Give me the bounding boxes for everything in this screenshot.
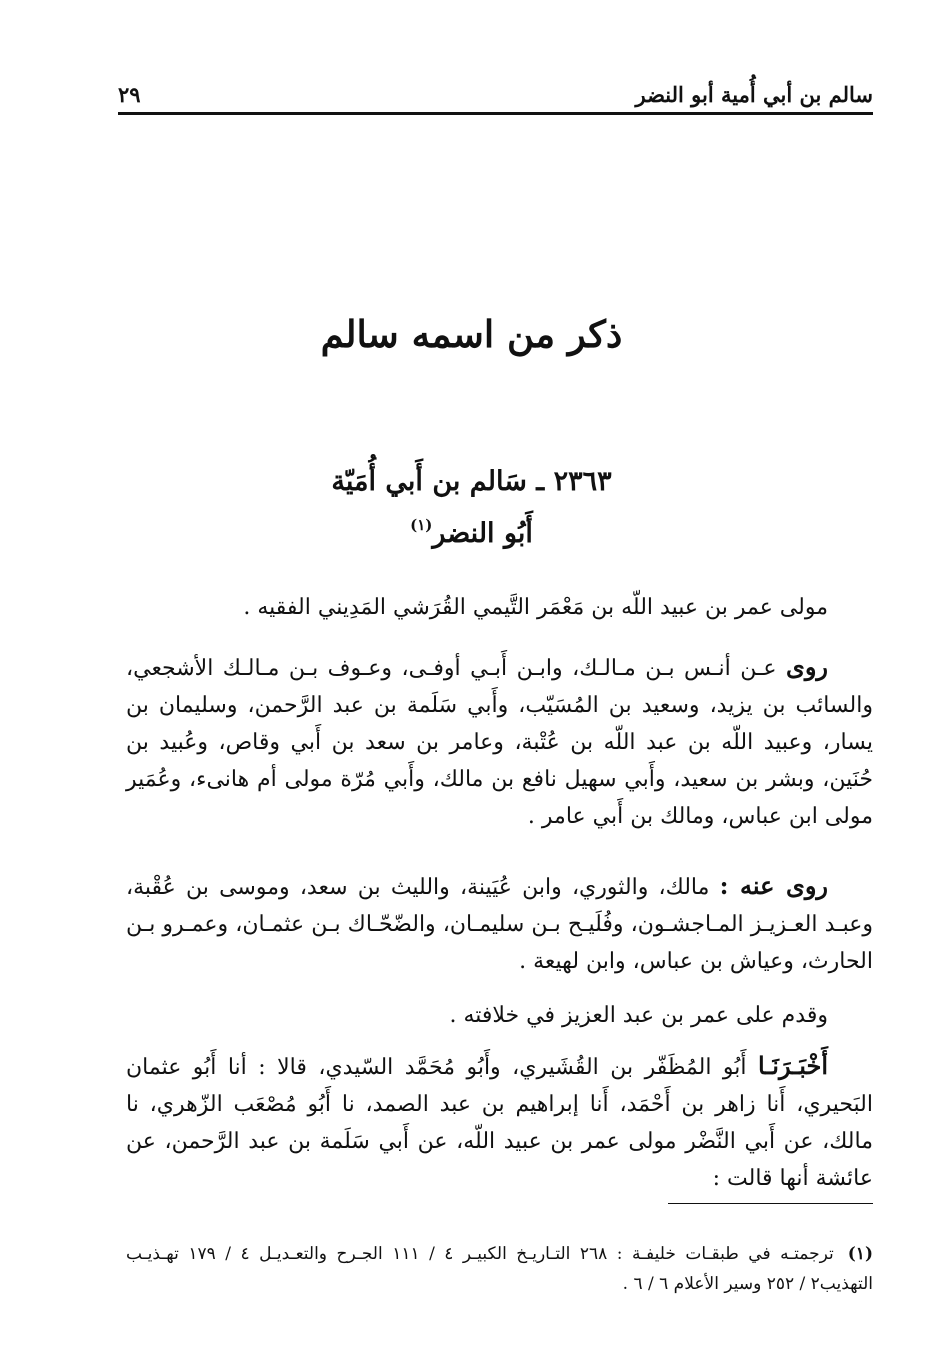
paragraph-narrated-from (126, 648, 873, 835)
paragraph-patronage: مولى عمر بن عبيد اللّه بن مَعْمَر التَّيمي القُرَشي المَدِيني الفقيه . (243, 595, 828, 620)
paragraph-body: مالك، والثوري، وابن عُيَينة، والليث بن سعد، وموسى بن عُقْبة، وعبـد العـزيـز المـاجشـون، وفُلَيـح بـن سليمـان، والضّحّـاك بـن عثمـان، وعمـرو بـن الحارث، وعياش بن عباس، وابن لهيعة . (126, 875, 873, 974)
paragraph-lead: أَخْبَـرَنَـا (757, 1051, 828, 1080)
footnote-reference[interactable]: (١) (410, 516, 433, 534)
header-rule (118, 112, 873, 115)
footnote (126, 1239, 873, 1299)
entry-subtitle (0, 503, 943, 556)
section-title: ذكر من اسمه سالم (320, 312, 623, 356)
paragraph-body: عـن أنـس بـن مـالـك، وابـن أَبـي أوفـى، وعـوف بـن مـالـك الأشجعي، والسائب بن يزيد، وسعيد بن المُسَيّب، وأَبي سَلَمة بن عبد الرَّحمن، وسليمان بن يسار، وعبيد اللّه بن عبد اللّه بن عُتْبة، وعامر بن سعد بن أَبي وقاص، وعُبيد بن حُنَين، وبشر بن سعيد، وأَبي سهيل نافع بن مالك، وأَبي مُرّة مولى أم هانىء، وعُمَير مولى ابن عباس، ومالك بن أَبي عامر . (126, 656, 873, 829)
paragraph-narrated-by (126, 867, 873, 980)
entry-subtitle-text: أَبُو النضر (432, 518, 533, 549)
footnote-text: ترجمتـه في طبقـات خليفـة : ٢٦٨ التـاريـخ الكبيـر ٤ / ١١١ الجـرح والتعـديـل ٤ / ١٧٩ تهـذيـب التهذيب٢ / ٢٥٢ وسير الأعلام ٦ / ٦ . (126, 1244, 873, 1294)
paragraph-lead: روى عنه : (719, 871, 829, 900)
footnote-number: (١) (847, 1244, 873, 1264)
entry-title: ٢٣٦٣ ـ سَالم بن أَبي أُمَيّة (331, 466, 612, 497)
paragraph-visit: وقدم على عمر بن عبد العزيز في خلافته . (449, 1003, 828, 1028)
page-number: ٢٩ (118, 82, 141, 107)
paragraph-body: أَبُو المُظَفّر بن القُشَيري، وأَبُو مُحَمَّد السّيدي، قالا : أنا أَبُو عثمان البَحيري، أَنا زاهر بن أَحْمَد، أَنا إبراهيم بن عبد الصمد، نا أَبُو مُصْعَب الزّهري، نا مالك، عن أَبي النَّضْر مولى عمر بن عبيد اللّه، عن أَبي سَلَمة بن عبد الرَّحمن، عن عائشة أنها قالت : (126, 1055, 873, 1191)
paragraph-lead: روى (786, 652, 828, 681)
running-head: سالم بن أبي أُمية أبو النضر (635, 82, 873, 107)
page-header (118, 78, 873, 114)
footnote-rule (668, 1203, 873, 1204)
paragraph-isnad (126, 1047, 873, 1197)
